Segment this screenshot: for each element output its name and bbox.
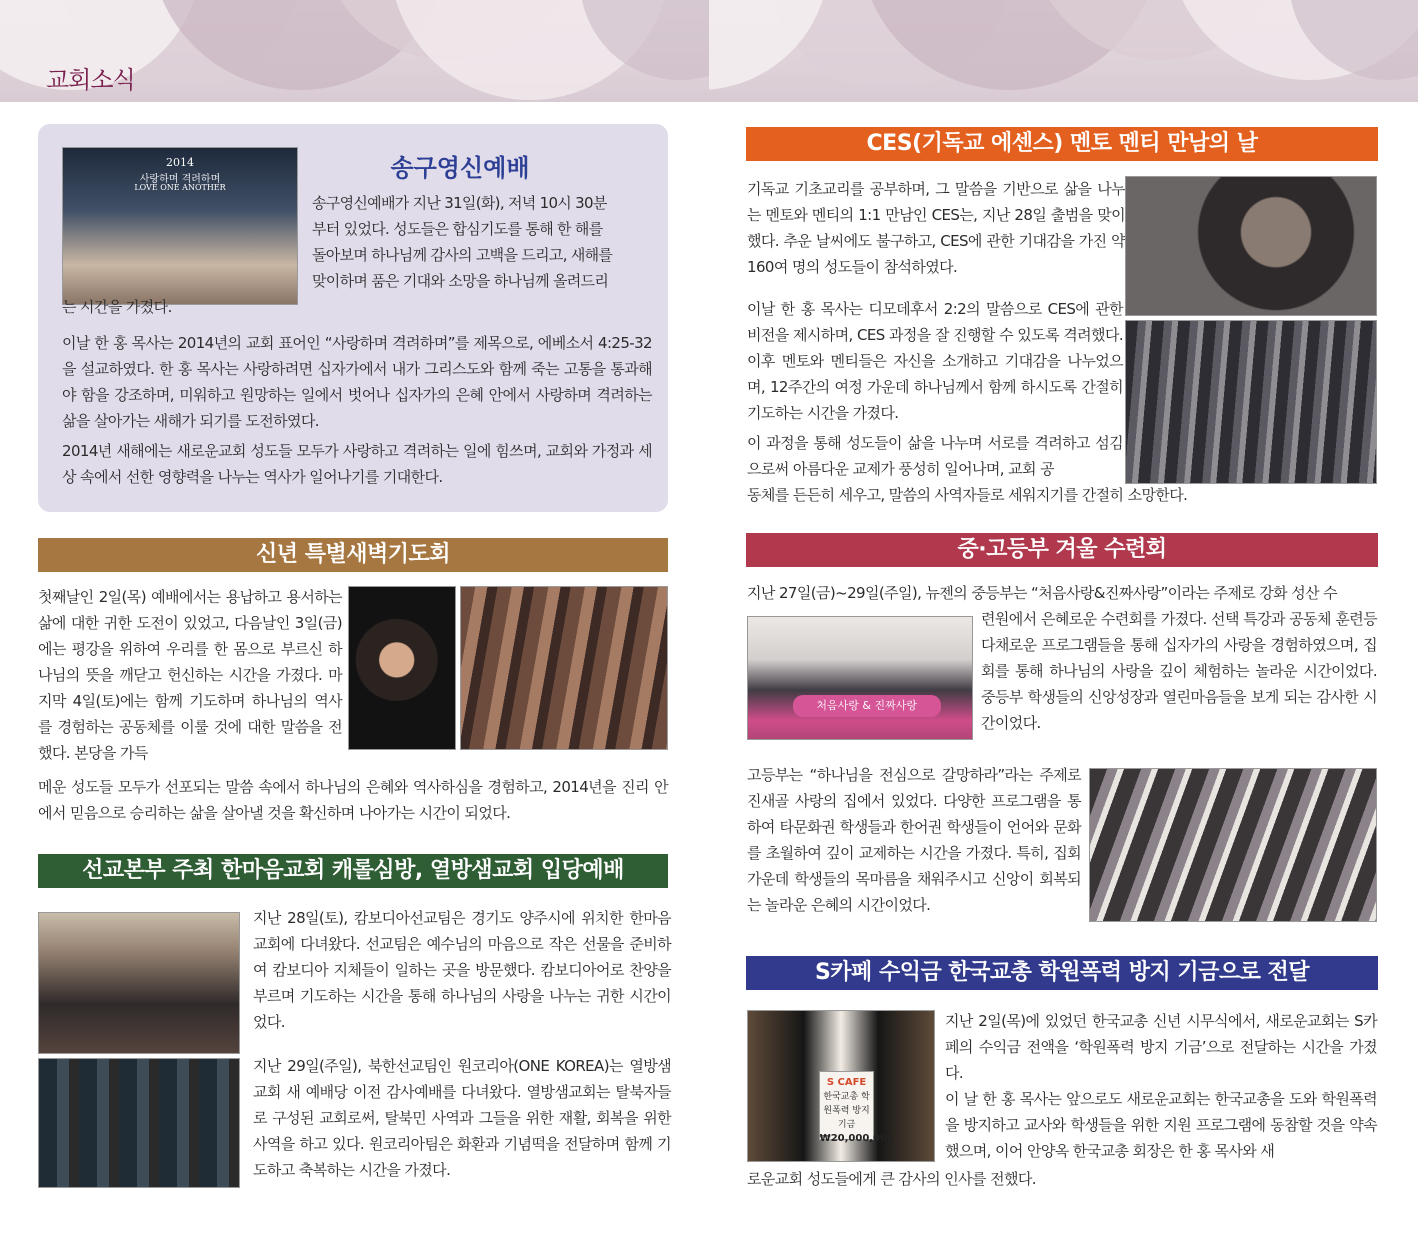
feature-paragraph-3: 2014년 새해에는 새로운교회 성도들 모두가 사랑하고 격려하는 일에 힘쓰며, 교회와 가정과 세상 속에서 선한 영향력을 나누는 역사가 일어나기를 기대한다. bbox=[62, 442, 652, 486]
high-school-worship-photo bbox=[1089, 768, 1377, 922]
congregation-praying-photo bbox=[460, 586, 668, 750]
feature-title: 송구영신예배 bbox=[390, 154, 530, 182]
carol-visit-photo bbox=[38, 912, 240, 1054]
feature-paragraph-1: 송구영신예배가 지난 31일(화), 저녁 10시 30분 부터 있었다. 성도들은 합심기도를 통해 한 해를 돌아보며 하나님께 감사의 고백을 드리고, 새해를 맞이하며 품은 기대와 소망을 하나님께 올려드리 bbox=[312, 194, 613, 290]
dedication-service-photo bbox=[38, 1058, 240, 1188]
ces-headline: CES(기독교 에센스) 멘토 멘티 만남의 날 bbox=[746, 127, 1378, 161]
header-banner-right bbox=[709, 0, 1418, 102]
feature-paragraph-2: 이날 한 홍 목사는 2014년의 교회 표어인 “사랑하며 격려하며”를 제목으로, 에베소서 4:25-32을 설교하였다. 한 홍 목사는 사랑하려면 십자가에서 내가 그리스도와 함께 죽는 고통을 통과해야 함을 강조하며, 미워하고 원망하는 일에서 벗어나 십자가의 은혜 안에서 사랑하며 격려하는 삶을 살아가는 새해가 되기를 도전하였다. bbox=[62, 334, 652, 430]
prayer-headline: 신년 특별새벽기도회 bbox=[38, 538, 668, 572]
mission-paragraph-2: 지난 29일(주일), 북한선교팀인 원코리아(ONE KOREA)는 열방샘교회 새 예배당 이전 감사예배를 다녀왔다. 열방샘교회는 탈북자들로 구성된 교회로써, 탈북민 사역과 그들을 위한 재활, 회복을 위한 사역을 하고 있다. 원코리아팀은 화환과 기념떡을 전달하며 함께 기도하고 축복하는 시간을 가졌다. bbox=[253, 1057, 671, 1179]
feature-paragraph-1-end: 는 시간을 가졌다. bbox=[62, 298, 172, 316]
ces-gathering-photo bbox=[1125, 320, 1377, 484]
retreat-banner: 처음사랑 & 진짜사랑 bbox=[793, 695, 941, 717]
mission-headline: 선교본부 주최 한마음교회 캐롤심방, 열방샘교회 입당예배 bbox=[38, 854, 668, 888]
right-page bbox=[709, 0, 1418, 1240]
ces-paragraph-2: 이날 한 홍 목사는 디모데후서 2:2의 말씀으로 CES에 관한 비전을 제시하며, CES 과정을 잘 진행할 수 있도록 격려했다. 이후 멘토와 멘티들은 자신을 소개하고 기대감을 나누었으며, 12주간의 여정 가운데 하나님께서 함께 하시도록 간절히 기도하는 시간을 가졌다. bbox=[747, 300, 1123, 422]
donation-cheque: S CAFE 한국교총 학원폭력 방지 기금 ₩20,000,000 bbox=[819, 1071, 875, 1140]
scafe-headline: S카페 수익금 한국교총 학원폭력 방지 기금으로 전달 bbox=[746, 956, 1378, 990]
new-year-service-photo: 2014 사랑하며 격려하며 LOVE ONE ANOTHER bbox=[62, 147, 298, 305]
mission-paragraph-1: 지난 28일(토), 캄보디아선교팀은 경기도 양주시에 위치한 한마음교회에 다녀왔다. 선교팀은 예수님의 마음으로 작은 선물을 준비하여 캄보디아 지체들이 일하는 곳을 방문했다. 캄보디아어로 찬양을 부르며 기도하는 시간을 통해 하나님의 사랑을 나누는 귀한 시간이었다. bbox=[253, 909, 671, 1031]
prayer-paragraph-2: 메운 성도들 모두가 선포되는 말씀 속에서 하나님의 은혜와 역사하심을 경험하고, 2014년을 진리 안에서 믿음으로 승리하는 삶을 살아낼 것을 확신하며 나아가는 시간이 되었다. bbox=[38, 778, 668, 822]
prayer-paragraph-1: 첫째날인 2일(목) 예배에서는 용납하고 용서하는 삶에 대한 귀한 도전이 있었고, 다음날인 3일(금)에는 평강을 위하여 우리를 한 몸으로 부르신 하나님의 뜻을 깨닫고 헌신하는 시간을 가졌다. 마지막 4일(토)에는 함께 기도하며 하나님의 역사를 경험하는 공동체를 이룰 것에 대한 말씀을 전했다. 본당을 가득 bbox=[38, 588, 342, 762]
youth-paragraph-2: 고등부는 “하나님을 전심으로 갈망하라”라는 주제로 진새골 사랑의 집에서 있었다. 다양한 프로그램을 통하여 타문화권 학생들과 한어권 학생들이 언어와 문화를 초월하여 깊이 교제하는 시간을 가졌다. 특히, 집회 가운데 학생들의 목마름을 채워주시고 신앙이 회복되는 놀라운 은혜의 시간이었다. bbox=[747, 766, 1081, 914]
scafe-paragraph-2-end: 로운교회 성도들에게 큰 감사의 인사를 전했다. bbox=[747, 1170, 1036, 1188]
ces-paragraph-1: 기독교 기초교리를 공부하며, 그 말씀을 기반으로 삶을 나누는 멘토와 멘티의 1:1 만남인 CES는, 지난 28일 출범을 맞이했다. 추운 날씨에도 불구하고, CES에 관한 기대감을 가진 약 160여 명의 성도들이 참석하였다. bbox=[747, 180, 1125, 276]
youth-headline: 중·고등부 겨울 수련회 bbox=[746, 533, 1378, 567]
section-label: 교회소식 bbox=[46, 66, 135, 94]
pastor-speaking-photo bbox=[348, 586, 456, 750]
middle-school-group-photo bbox=[747, 616, 973, 740]
scafe-paragraph-2: 이 날 한 홍 목사는 앞으로도 새로운교회는 한국교총을 도와 학원폭력을 방지하고 교사와 학생들을 위한 지원 프로그램에 동참할 것을 약속했으며, 이어 안양옥 한국교총 회장은 한 홍 목사와 새 bbox=[945, 1090, 1377, 1160]
ces-paragraph-3: 이 과정을 통해 성도들이 삶을 나누며 서로를 격려하고 섬김으로써 아름다운 교제가 풍성히 일어나며, 교회 공 bbox=[747, 434, 1123, 478]
mentor-prayer-photo bbox=[1125, 176, 1377, 316]
youth-paragraph-1-start: 지난 27일(금)~29일(주일), 뉴젠의 중등부는 “처음사랑&진짜사랑”이라는 주제로 강화 성산 수 bbox=[747, 584, 1338, 602]
ces-paragraph-3-end: 동체를 든든히 세우고, 말씀의 사역자들로 세워지기를 간절히 소망한다. bbox=[747, 486, 1188, 504]
donation-ceremony-photo bbox=[747, 1010, 935, 1162]
youth-paragraph-1: 련원에서 은혜로운 수련회를 가졌다. 선택 특강과 공동체 훈련등 다채로운 프로그램들을 통해 십자가의 사랑을 경험하였으며, 집회를 통해 하나님의 사랑을 깊이 체험하는 놀라운 시간이었다. 중등부 학생들의 신앙성장과 열린마음들을 보게 되는 감사한 시간이었다. bbox=[981, 610, 1377, 732]
scafe-paragraph-1: 지난 2일(목)에 있었던 한국교총 신년 시무식에서, 새로운교회는 S카페의 수익금 전액을 ‘학원폭력 방지 기금’으로 전달하는 시간을 가졌다. bbox=[945, 1012, 1377, 1082]
